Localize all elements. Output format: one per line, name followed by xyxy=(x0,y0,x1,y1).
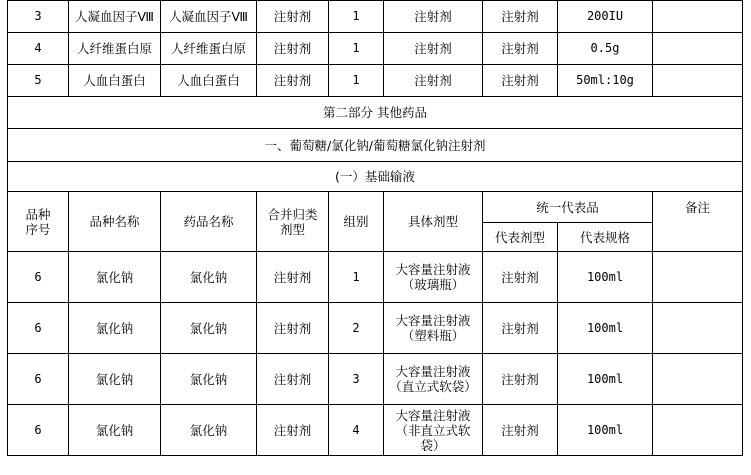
header-variety: 品种名称 xyxy=(69,192,161,252)
table-row xyxy=(8,1,743,33)
cell-specific: 大容量注射液 （塑料瓶） xyxy=(384,303,483,354)
cell-note xyxy=(653,354,743,405)
header-rows xyxy=(8,192,743,252)
cell-variety: 人血白蛋白 xyxy=(69,65,161,97)
header-rep-form: 代表剂型 xyxy=(483,223,558,252)
cell-seq: 4 xyxy=(8,33,69,65)
cell-note xyxy=(653,1,743,33)
cell-seq: 6 xyxy=(8,354,69,405)
cell-specific: 注射剂 xyxy=(384,65,483,97)
cell-group: 3 xyxy=(329,354,384,405)
cell-form: 注射剂 xyxy=(257,303,329,354)
cell-rep-spec: 100ml xyxy=(558,405,653,456)
section-title-part2: 第二部分 其他药品 xyxy=(8,97,743,129)
top-rows xyxy=(8,1,743,97)
header-seq: 品种 序号 xyxy=(8,192,69,252)
table-row xyxy=(8,303,743,354)
cell-rep-spec: 50ml:10g xyxy=(558,65,653,97)
cell-group: 2 xyxy=(329,303,384,354)
cell-drug: 氯化钠 xyxy=(161,252,257,303)
cell-drug: 氯化钠 xyxy=(161,405,257,456)
cell-rep-form: 注射剂 xyxy=(483,33,558,65)
cell-rep-form: 注射剂 xyxy=(483,405,558,456)
cell-note xyxy=(653,65,743,97)
cell-rep-spec: 100ml xyxy=(558,252,653,303)
table-row xyxy=(8,65,743,97)
cell-note xyxy=(653,252,743,303)
cell-seq: 6 xyxy=(8,405,69,456)
cell-group: 1 xyxy=(329,252,384,303)
cell-drug: 氯化钠 xyxy=(161,354,257,405)
table-row xyxy=(8,354,743,405)
section-title-basic-infusion: (一）基础输液 xyxy=(8,162,743,192)
cell-form: 注射剂 xyxy=(257,65,329,97)
drug-list-table xyxy=(7,0,743,456)
cell-rep-spec: 0.5g xyxy=(558,33,653,65)
cell-note xyxy=(653,405,743,456)
cell-specific: 大容量注射液 （玻璃瓶） xyxy=(384,252,483,303)
cell-variety: 氯化钠 xyxy=(69,303,161,354)
header-group: 组别 xyxy=(329,192,384,252)
cell-drug: 人血白蛋白 xyxy=(161,65,257,97)
section-rows xyxy=(8,97,743,192)
cell-rep-form: 注射剂 xyxy=(483,354,558,405)
header-rep-spec: 代表规格 xyxy=(558,223,653,252)
header-note: 备注 xyxy=(653,192,743,252)
cell-seq: 6 xyxy=(8,252,69,303)
cell-variety: 人凝血因子Ⅷ xyxy=(69,1,161,33)
cell-variety: 氯化钠 xyxy=(69,405,161,456)
cell-drug: 人凝血因子Ⅷ xyxy=(161,1,257,33)
cell-form: 注射剂 xyxy=(257,1,329,33)
cell-seq: 3 xyxy=(8,1,69,33)
cell-specific: 注射剂 xyxy=(384,1,483,33)
table-row xyxy=(8,33,743,65)
cell-rep-spec: 200IU xyxy=(558,1,653,33)
header-unified-representative: 统一代表品 xyxy=(483,192,653,223)
cell-rep-form: 注射剂 xyxy=(483,252,558,303)
cell-variety: 人纤维蛋白原 xyxy=(69,33,161,65)
cell-rep-form: 注射剂 xyxy=(483,303,558,354)
cell-variety: 氯化钠 xyxy=(69,354,161,405)
cell-drug: 氯化钠 xyxy=(161,303,257,354)
drug-list-table-container xyxy=(7,0,743,456)
cell-group: 4 xyxy=(329,405,384,456)
cell-form: 注射剂 xyxy=(257,405,329,456)
cell-note xyxy=(653,33,743,65)
cell-group: 1 xyxy=(329,33,384,65)
cell-specific: 注射剂 xyxy=(384,33,483,65)
cell-form: 注射剂 xyxy=(257,354,329,405)
cell-specific: 大容量注射液 （直立式软袋） xyxy=(384,354,483,405)
cell-group: 1 xyxy=(329,1,384,33)
cell-note xyxy=(653,303,743,354)
cell-rep-spec: 100ml xyxy=(558,354,653,405)
cell-variety: 氯化钠 xyxy=(69,252,161,303)
cell-specific: 大容量注射液 （非直立式软 袋） xyxy=(384,405,483,456)
header-merged-form: 合并归类 剂型 xyxy=(257,192,329,252)
cell-rep-form: 注射剂 xyxy=(483,65,558,97)
cell-group: 1 xyxy=(329,65,384,97)
cell-form: 注射剂 xyxy=(257,33,329,65)
cell-rep-spec: 100ml xyxy=(558,303,653,354)
cell-drug: 人纤维蛋白原 xyxy=(161,33,257,65)
header-specific-form: 具体剂型 xyxy=(384,192,483,252)
cell-seq: 5 xyxy=(8,65,69,97)
cell-seq: 6 xyxy=(8,303,69,354)
section-title-glucose: 一、葡萄糖/氯化钠/葡萄糖氯化钠注射剂 xyxy=(8,129,743,162)
table-row xyxy=(8,405,743,456)
bottom-rows xyxy=(8,252,743,456)
cell-rep-form: 注射剂 xyxy=(483,1,558,33)
header-drug: 药品名称 xyxy=(161,192,257,252)
table-row xyxy=(8,252,743,303)
cell-form: 注射剂 xyxy=(257,252,329,303)
